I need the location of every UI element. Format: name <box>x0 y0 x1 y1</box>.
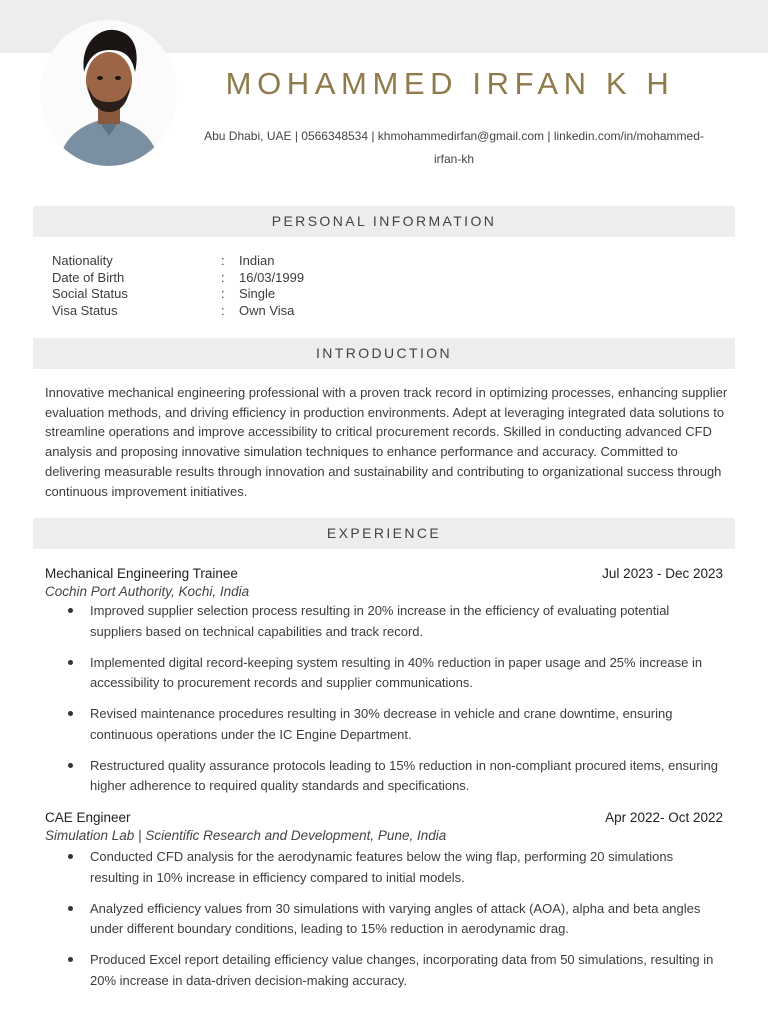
info-separator: : <box>221 303 225 319</box>
info-row <box>52 286 452 303</box>
info-value: Own Visa <box>239 303 295 319</box>
bullet-item <box>45 847 723 888</box>
info-label: Nationality <box>52 253 113 268</box>
job-organization: Simulation Lab | Scientific Research and Development, Pune, India <box>45 828 447 843</box>
job-bullets <box>45 601 723 797</box>
bullet-dot <box>68 660 73 665</box>
profile-photo <box>40 20 177 166</box>
contact-line: irfan-kh <box>433 152 474 166</box>
info-value: Indian <box>239 253 275 268</box>
candidate-name: MOHAMMED IRFAN K H <box>225 66 675 101</box>
bullet-dot <box>68 711 73 716</box>
bullet-text: Analyzed efficiency values from 30 simulations with varying angles of attack (AOA), alpha and beta angles under different boundary conditions, leading to 15% reduction in aerodynamic drag. <box>90 900 701 936</box>
info-row <box>52 270 452 287</box>
contact-info <box>178 125 730 171</box>
bullet-dot <box>68 906 73 911</box>
job-dates: Apr 2022- Oct 2022 <box>605 810 723 825</box>
bullet-dot <box>68 608 73 613</box>
bullet-item <box>45 899 723 940</box>
info-label: Date of Birth <box>52 269 125 285</box>
job-dates: Jul 2023 - Dec 2023 <box>602 566 723 581</box>
bullet-dot <box>68 854 73 859</box>
contact-line: Abu Dhabi, UAE | 0566348534 | khmohammedirfan@gmail.com | linkedin.com/in/mohammed- <box>204 129 704 143</box>
bullet-item <box>45 950 723 991</box>
info-separator: : <box>221 286 225 302</box>
job-title: CAE Engineer <box>45 810 131 825</box>
job-organization: Cochin Port Authority, Kochi, India <box>45 584 250 599</box>
bullet-text: Revised maintenance procedures resulting in 30% decrease in vehicle and crane downtime, ensuring continuous operations under the IC Engine Department. <box>90 706 673 742</box>
job-bullets <box>45 847 723 991</box>
bullet-item <box>45 653 723 694</box>
job-title: Mechanical Engineering Trainee <box>45 566 238 581</box>
info-separator: : <box>221 253 225 268</box>
bullet-text: Conducted CFD analysis for the aerodynamic features below the wing flap, performing 20 simulations resulting in 10% increase in efficiency compared to initial models. <box>90 849 674 885</box>
info-label: Social Status <box>52 286 128 302</box>
info-separator: : <box>221 269 225 285</box>
bullet-item <box>45 601 723 642</box>
section-header-personal: PERSONAL INFORMATION <box>33 206 735 237</box>
info-label: Visa Status <box>52 303 118 319</box>
personal-info-table <box>52 253 452 320</box>
bullet-dot <box>68 763 73 768</box>
bullet-dot <box>68 957 73 962</box>
info-row <box>52 253 452 270</box>
section-header-experience: EXPERIENCE <box>33 518 735 549</box>
section-header-introduction: INTRODUCTION <box>33 338 735 369</box>
info-row <box>52 303 452 320</box>
bullet-text: Produced Excel report detailing efficiency value changes, incorporating data from 50 simulations, resulting in 20% increase in data-driven decision-making accuracy. <box>90 952 714 988</box>
bullet-item <box>45 704 723 745</box>
bullet-text: Implemented digital record-keeping system resulting in 40% reduction in paper usage and 25% increase in accessibility to procurement records and supplier communications. <box>90 654 703 690</box>
bullet-text: Improved supplier selection process resulting in 20% increase in the efficiency of evaluating potential suppliers based on technical capabilities and track record. <box>90 603 670 639</box>
info-value: 16/03/1999 <box>239 269 305 285</box>
bullet-item <box>45 756 723 797</box>
introduction-paragraph: Innovative mechanical engineering professional with a proven track record in optimizing processes, enhancing supplier evaluation methods, and driving efficiency in production environments. Adept at leveraging integrated data solutions to streamline operations and improve accessibility to critical procurement records. Skilled in conducting advanced CFD analysis and proposing innovative simulation techniques to enhance performance and accuracy. Committed to delivering measurable results through innovation and sustainability and contributing to organizational success through continuous improvement initiatives. <box>45 385 728 499</box>
info-value: Single <box>239 286 276 302</box>
bullet-text: Restructured quality assurance protocols leading to 15% reduction in non-compliant procured items, ensuring higher adherence to required quality standards and specifications. <box>90 757 718 793</box>
